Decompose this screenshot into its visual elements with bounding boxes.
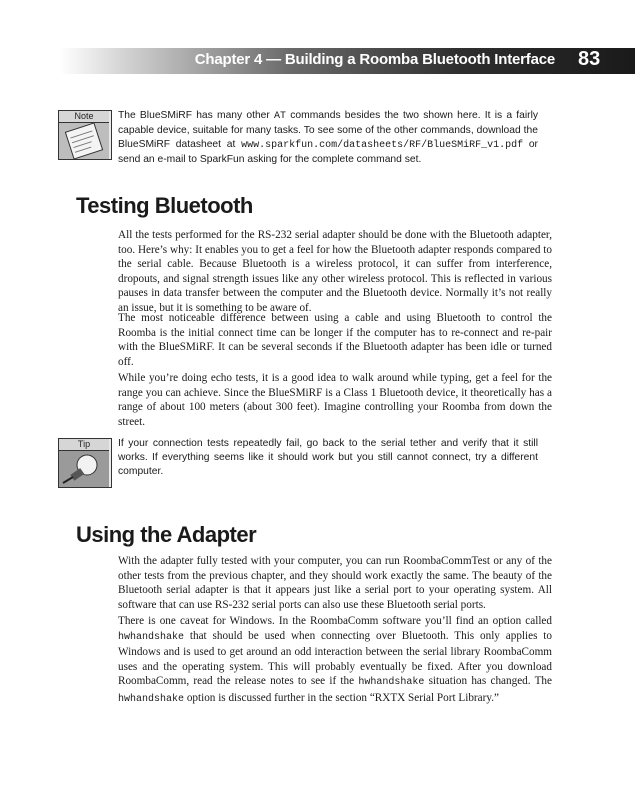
paragraph: All the tests performed for the RS-232 serial adapter should be done with the Bluetooth adapter, too. Here’s why: It enables you to get a feel for how the Bluetooth adapter responds compared to the serial cable. Because Bluetooth is a wireless protocol, it can suffer from interference, dropouts, and signal strength issues like any other wireless protocol. This is reflected in various pauses in data transfer between the computer and the Bluetooth device. Normally it’s not really an issue, but it is something to be aware of. — [118, 229, 552, 314]
page-number: 83 — [578, 48, 601, 70]
paragraph-part: There is one caveat for Windows. In the RoombaComm software you’ll find an option called — [118, 615, 552, 627]
note-text — [118, 109, 538, 167]
note-text-part: commands besides the two shown here. It is a fairly capable device, suitable for many tasks. To see some of the other commands, download the BlueSMiRF datasheet at — [118, 110, 539, 150]
note-text-part: The BlueSMiRF has many other — [118, 110, 275, 121]
tip-icon-box — [58, 438, 112, 488]
section-heading-testing-bluetooth: Testing Bluetooth — [76, 193, 253, 218]
paragraph: While you’re doing echo tests, it is a good idea to walk around while typing, get a feel for the range you can achieve. Since the BlueSMiRF is a Class 1 Bluetooth device, it theoretically has a range of about 100 meters (about 300 feet). Imagine controlling your Roomba from down the street. — [118, 372, 552, 428]
notepad-icon — [59, 123, 109, 159]
tip-text: If your connection tests repeatedly fail, go back to the serial tether and verify that it still works. If everything seems like it should work but you still cannot connect, try a different computer. — [118, 438, 538, 477]
code-hwhandshake: hwhandshake — [118, 631, 185, 643]
paragraph-part: situation has changed. The — [424, 675, 552, 688]
note-code-at: AT — [274, 111, 287, 122]
paragraph-part: that should be used when connecting over Bluetooth. This only applies to Windows and is used to get around an odd interaction between the serial library RoombaComm uses and the operating system. This will probably eventually be fixed. After you download RoombaComm, read the release notes to see if the — [118, 629, 552, 688]
chapter-title: Chapter 4 — Building a Roomba Bluetooth Interface — [194, 51, 555, 68]
tip-label: Tip — [59, 439, 109, 451]
paragraph-part: option is discussed further in the section “RXTX Serial Port Library.” — [184, 691, 499, 704]
note-url: www.sparkfun.com/datasheets/RF/BlueSMiRF_v1.pdf — [241, 140, 524, 151]
note-icon-box — [58, 110, 112, 160]
paragraph — [118, 614, 552, 708]
paragraph: The most noticeable difference between using a cable and using Bluetooth to control the Roomba is the initial connect time can be longer if the computer has to re-connect and re-pair with the BlueSMiRF. It can be several seconds if the Bluetooth adapter has been idle or turned off. — [118, 312, 552, 368]
paragraph: With the adapter fully tested with your computer, you can run RoombaCommTest or any of the other tests from the previous chapter, and they should work exactly the same. The beauty of the Bluetooth serial adapter is that it appears just like a serial port to your operating system. All software that can use RS-232 serial ports can also use these Bluetooth serial ports. — [118, 555, 552, 611]
note-label: Note — [59, 111, 109, 123]
note-text-part: or send an e-mail to SparkFun asking for the complete command set. — [118, 139, 538, 165]
code-hwhandshake: hwhandshake — [118, 693, 185, 705]
section-heading-using-the-adapter: Using the Adapter — [76, 522, 257, 547]
lightbulb-icon — [59, 451, 109, 487]
code-hwhandshake: hwhandshake — [358, 677, 425, 689]
